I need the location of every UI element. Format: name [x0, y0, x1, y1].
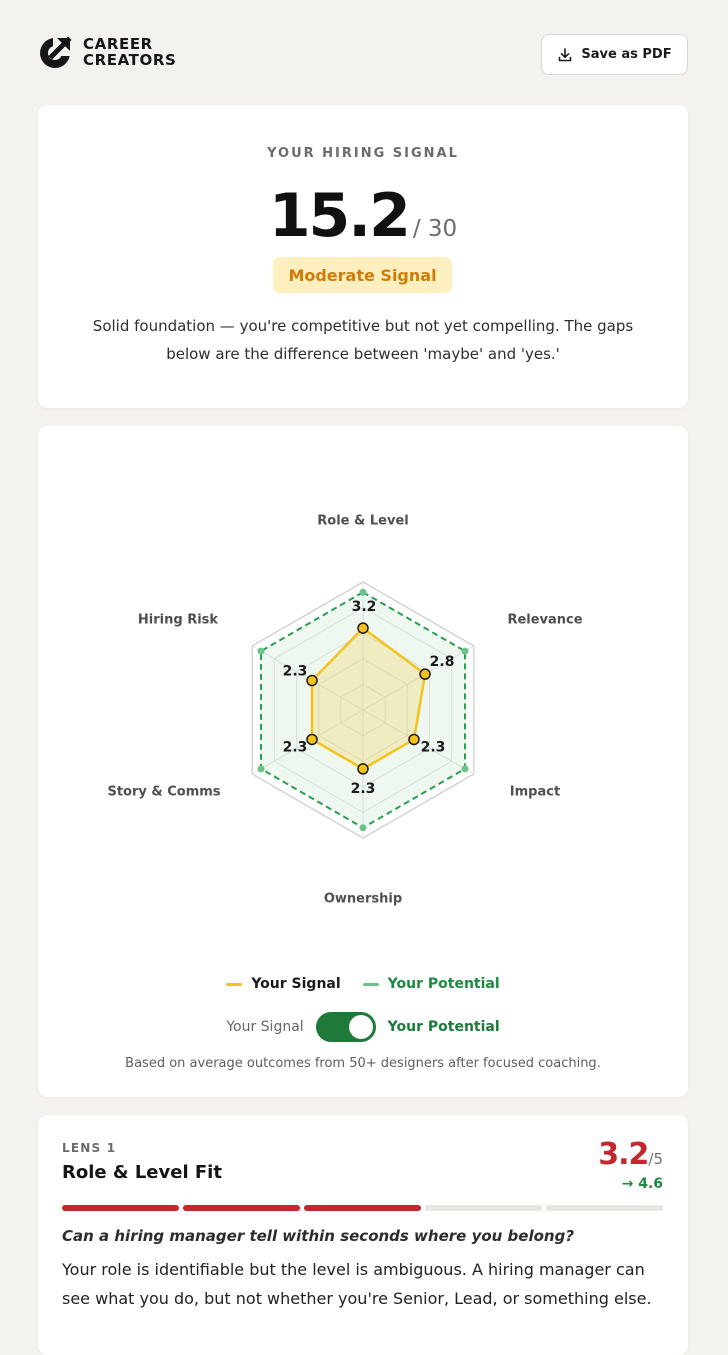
download-icon [557, 47, 573, 63]
lens-score-value: 3.2 [598, 1137, 649, 1172]
radar-axis-label: Ownership [323, 891, 403, 907]
radar-value-label: 2.3 [350, 780, 376, 797]
toggle-right-label[interactable]: Your Potential [387, 1019, 500, 1035]
coaching-footnote: Based on average outcomes from 50+ designers after focused coaching. [125, 1056, 601, 1071]
radar-point-signal [307, 734, 317, 744]
radar-value-label: 2.3 [282, 739, 308, 756]
radar-point-potential [258, 765, 265, 772]
lens-progress-segment [425, 1205, 542, 1211]
toggle-knob [349, 1015, 373, 1039]
radar-axis-label: Relevance [507, 612, 583, 628]
hiring-signal-card [38, 105, 688, 408]
chart-legend [38, 976, 688, 992]
radar-point-potential [360, 589, 367, 596]
save-pdf-button[interactable] [541, 34, 688, 75]
lens-progress-segment [62, 1205, 179, 1211]
potential-toggle[interactable] [316, 1012, 376, 1042]
view-toggle-row [38, 1012, 688, 1042]
lens-potential: → 4.6 [621, 1176, 663, 1192]
save-pdf-label: Save as PDF [581, 47, 672, 62]
legend-potential-label: Your Potential [387, 976, 500, 992]
lens-question: Can a hiring manager tell within seconds where you belong? [62, 1227, 575, 1245]
radar-axis-label: Hiring Risk [137, 612, 219, 628]
brand-logo[interactable] [38, 34, 176, 70]
signal-score-value: 15.2 [268, 181, 409, 251]
signal-badge: Moderate Signal [273, 257, 452, 293]
radar-value-label: 2.8 [429, 654, 455, 671]
legend-potential-swatch [363, 983, 379, 986]
radar-axis-label: Role & Level [317, 513, 409, 529]
toggle-left-label[interactable]: Your Signal [226, 1019, 304, 1035]
radar-card [38, 426, 688, 1097]
radar-value-label: 2.3 [420, 739, 446, 756]
signal-summary: Solid foundation — you're competitive but not yet compelling. The gaps below are the difference between 'maybe' and 'yes.' [92, 317, 634, 363]
lens-progress-segment [183, 1205, 300, 1211]
radar-point-signal [358, 623, 368, 633]
signal-score-max: / 30 [412, 216, 458, 242]
radar-point-potential [461, 765, 468, 772]
lens-eyebrow: LENS 1 [62, 1141, 117, 1155]
lens-title: Role & Level Fit [62, 1162, 222, 1183]
legend-signal-swatch [226, 983, 242, 986]
radar-axis-label: Story & Comms [107, 784, 221, 800]
lens-progress-segment [546, 1205, 663, 1211]
header [38, 34, 688, 76]
legend-signal-label: Your Signal [251, 976, 341, 992]
radar-point-potential [258, 648, 265, 655]
radar-value-label: 2.3 [282, 663, 308, 680]
brand-line-1: CAREER [83, 35, 153, 53]
legend-potential [363, 976, 500, 992]
radar-point-signal [358, 764, 368, 774]
brand-name [83, 36, 176, 68]
signal-score [38, 181, 688, 251]
radar-chart [38, 426, 688, 966]
lens-body: Your role is identifiable but the level is ambiguous. A hiring manager can see what you do, but not whether you're Senior, Lead, or something else. [62, 1260, 652, 1308]
legend-signal [226, 976, 340, 992]
brand-arrow-icon [38, 34, 74, 70]
lens-score [598, 1137, 663, 1172]
brand-line-2: CREATORS [83, 51, 177, 69]
lens-progress-segment [304, 1205, 421, 1211]
radar-point-signal [409, 734, 419, 744]
radar-point-potential [461, 648, 468, 655]
lens-score-max: /5 [648, 1150, 663, 1168]
signal-eyebrow: YOUR HIRING SIGNAL [267, 146, 459, 161]
radar-point-signal [420, 669, 430, 679]
lens-card [38, 1115, 688, 1355]
lens-progress-bars [62, 1205, 663, 1211]
radar-point-potential [360, 824, 367, 831]
radar-value-label: 3.2 [351, 599, 377, 616]
radar-point-signal [307, 676, 317, 686]
radar-axis-label: Impact [509, 784, 561, 800]
